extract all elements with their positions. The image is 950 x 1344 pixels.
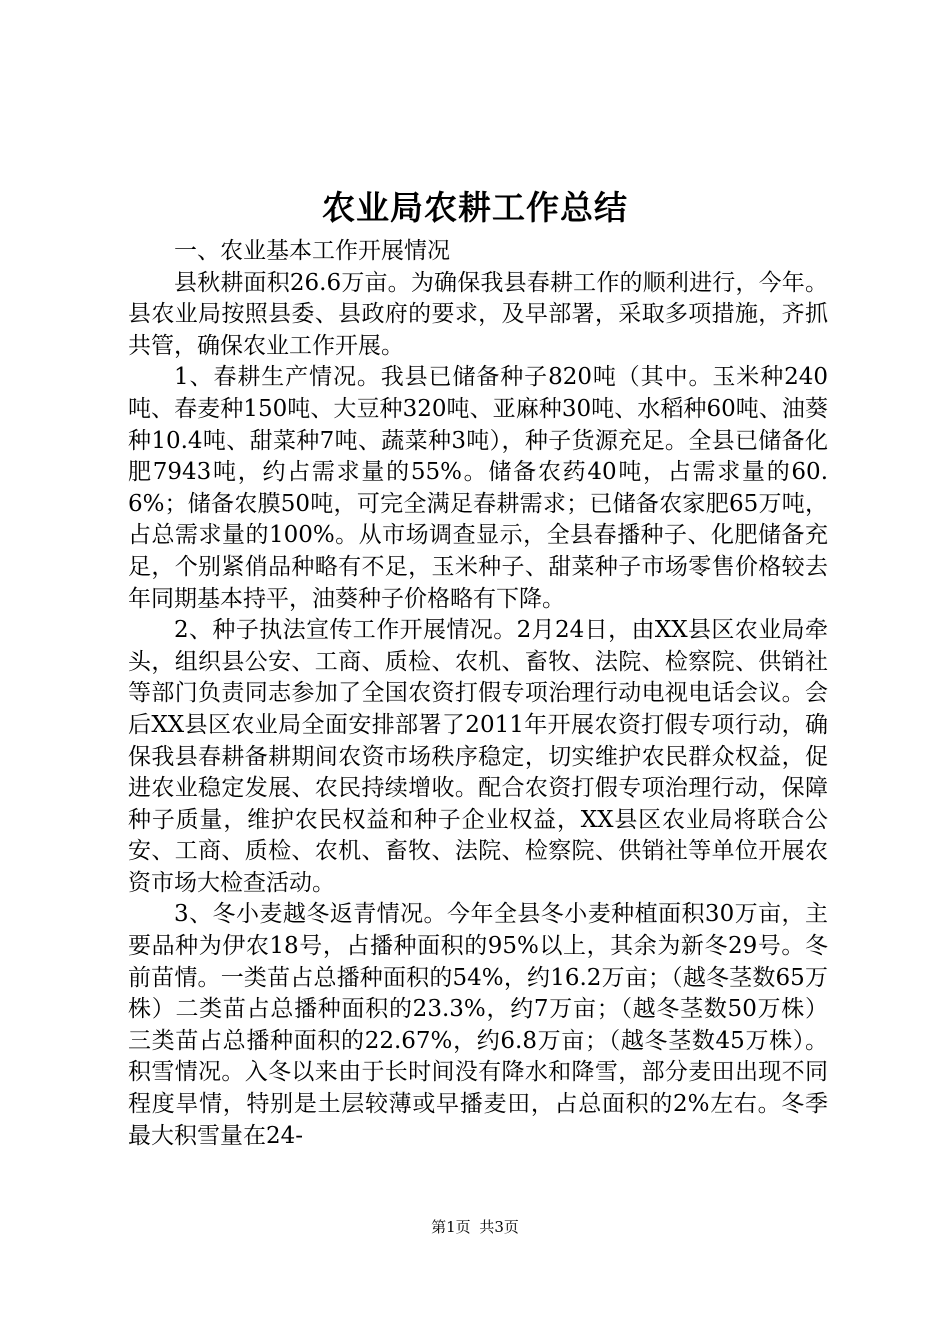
page-footer xyxy=(0,1217,950,1237)
paragraph-intro: 县秋耕面积26.6万亩。为确保我县春耕工作的顺利进行，今年。县农业局按照县委、县政府的要求，及早部署，采取多项措施，齐抓共管，确保农业工作开展。 xyxy=(128,269,828,359)
paragraph-seed-enforcement: 2、种子执法宣传工作开展情况。2月24日，由XX县区农业局牵头，组织县公安、工商、质检、农机、畜牧、法院、检察院、供销社等部门负责同志参加了全国农资打假专项治理行动电视电话会议。会后XX县区农业局全面安排部署了2011年开展农资打假专项行动，确保我县春耕备耕期间农资市场秩序稳定，切实维护农民群众权益，促进农业稳定发展、农民持续增收。配合农资打假专项治理行动，保障种子质量，维护农民权益和种子企业权益，XX县区农业局将联合公安、工商、质检、农机、畜牧、法院、检察院、供销社等单位开展农资市场大检查活动。 xyxy=(128,617,829,896)
section-heading: 一、农业基本工作开展情况 xyxy=(174,238,450,264)
page-total: 共3页 xyxy=(479,1218,519,1236)
paragraph-spring-plowing: 1、春耕生产情况。我县已储备种子820吨（其中。玉米种240吨、春麦种150吨、大豆种320吨、亚麻种30吨、水稻种60吨、油葵种10.4吨、甜菜种7吨、蔬菜种3吨），种子货源充足。全县已储备化肥7943吨，约占需求量的55%。储备农药40吨，占需求量的60.6%；储备农膜50吨，可完全满足春耕需求；已储备农家肥65万吨，占总需求量的100%。从市场调查显示，全县春播种子、化肥储备充足，个别紧俏品种略有不足，玉米种子、甜菜种子市场零售价格较去年同期基本持平，油葵种子价格略有下降。 xyxy=(128,364,828,612)
paragraph-winter-wheat: 3、冬小麦越冬返青情况。今年全县冬小麦种植面积30万亩，主要品种为伊农18号，占播种面积的95%以上，其余为新冬29号。冬前苗情。一类苗占总播种面积的54%，约16.2万亩；（越冬茎数65万株）二类苗占总播种面积的23.3%，约7万亩；（越冬茎数50万株）三类苗占总播种面积的22.67%，约6.8万亩；（越冬茎数45万株）。积雪情况。入冬以来由于长时间没有降水和降雪，部分麦田出现不同程度旱情，特别是土层较薄或早播麦田，占总面积的2%左右。冬季最大积雪量在24- xyxy=(128,901,828,1149)
document-title: 农业局农耕工作总结 xyxy=(322,188,628,227)
document-body xyxy=(128,236,828,1152)
page-number: 第1页 xyxy=(431,1218,471,1236)
